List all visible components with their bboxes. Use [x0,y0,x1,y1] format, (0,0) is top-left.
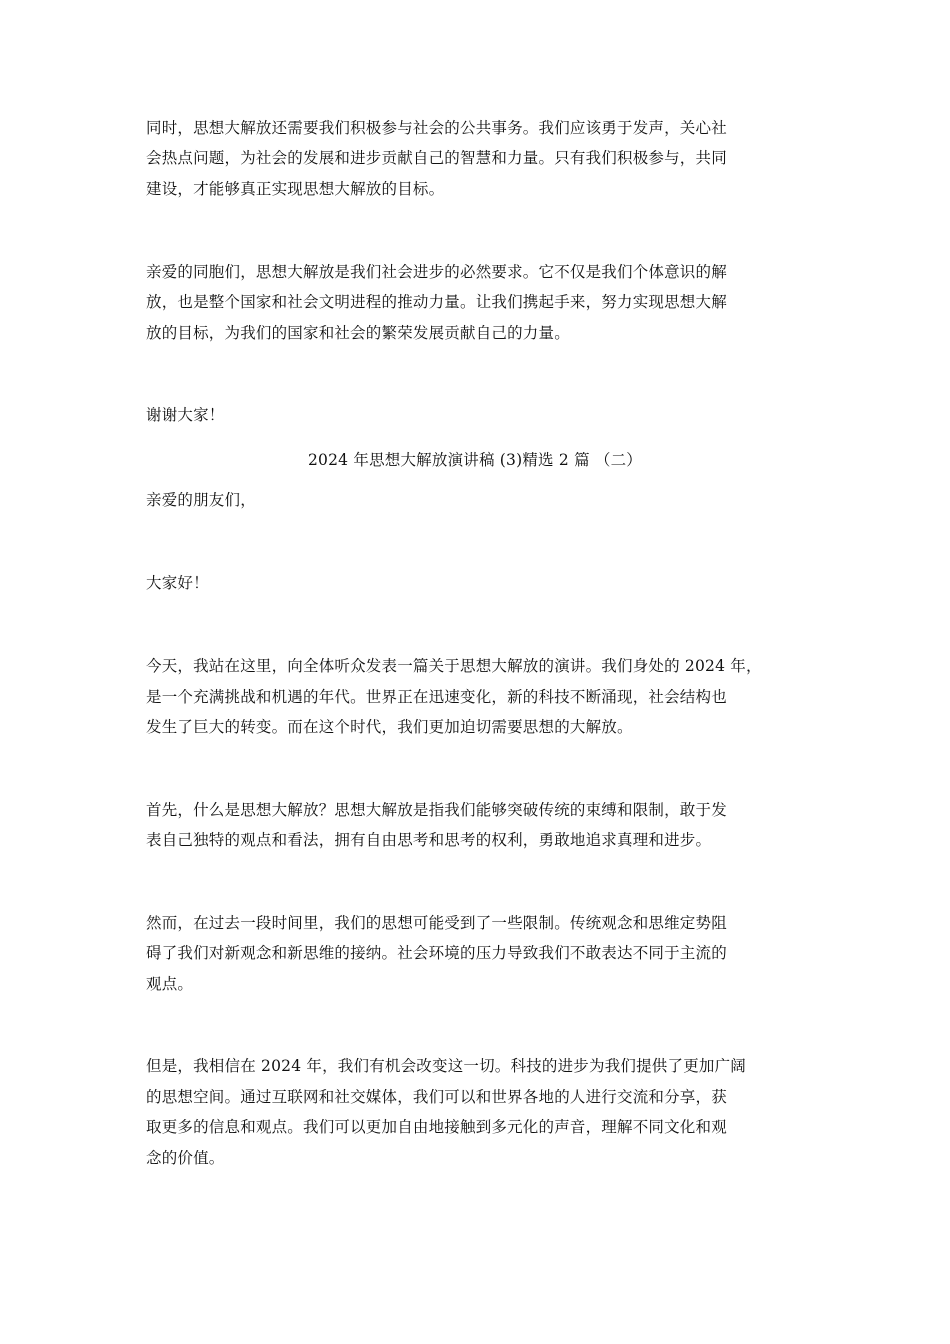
paragraph-line: 建设，才能够真正实现思想大解放的目标。 [146,180,445,198]
paragraph-line: 观点。 [146,975,194,993]
paragraph-line: 然而，在过去一段时间里，我们的思想可能受到了一些限制。传统观念和思维定势阻 [146,914,727,932]
paragraph-line: 的思想空间。通过互联网和社交媒体，我们可以和世界各地的人进行交流和分享，获 [146,1088,727,1106]
greeting-line: 亲爱的朋友们， [146,491,256,509]
paragraph-line: 表自己独特的观点和看法，拥有自由思考和思考的权利，勇敢地追求真理和进步。 [146,831,712,849]
paragraph-line: 但是，我相信在 2024 年，我们有机会改变这一切。科技的进步为我们提供了更加广阔 [146,1057,747,1075]
paragraph-line: 放，也是整个国家和社会文明进程的推动力量。让我们携起手来，努力实现思想大解 [146,293,727,311]
paragraph-line: 碍了我们对新观念和新思维的接纳。社会环境的压力导致我们不敢表达不同于主流的 [146,944,727,962]
section-heading: 2024 年思想大解放演讲稿 (3)精选 2 篇 （二） [308,451,642,469]
paragraph-line: 是一个充满挑战和机遇的年代。世界正在迅速变化，新的科技不断涌现，社会结构也 [146,688,727,706]
paragraph-line: 首先，什么是思想大解放？思想大解放是指我们能够突破传统的束缚和限制，敢于发 [146,801,727,819]
paragraph-line: 发生了巨大的转变。而在这个时代，我们更加迫切需要思想的大解放。 [146,718,633,736]
paragraph-line: 放的目标，为我们的国家和社会的繁荣发展贡献自己的力量。 [146,324,570,342]
greeting-line: 大家好！ [146,574,209,592]
paragraph-line: 亲爱的同胞们，思想大解放是我们社会进步的必然要求。它不仅是我们个体意识的解 [146,263,727,281]
paragraph-line: 今天，我站在这里，向全体听众发表一篇关于思想大解放的演讲。我们身处的 2024 年， [146,657,762,675]
paragraph-line: 会热点问题，为社会的发展和进步贡献自己的智慧和力量。只有我们积极参与，共同 [146,149,727,167]
paragraph-line: 同时，思想大解放还需要我们积极参与社会的公共事务。我们应该勇于发声，关心社 [146,119,727,137]
paragraph-line: 念的价值。 [146,1149,225,1167]
paragraph-line: 取更多的信息和观点。我们可以更加自由地接触到多元化的声音，理解不同文化和观 [146,1118,727,1136]
closing-line: 谢谢大家！ [146,406,225,424]
